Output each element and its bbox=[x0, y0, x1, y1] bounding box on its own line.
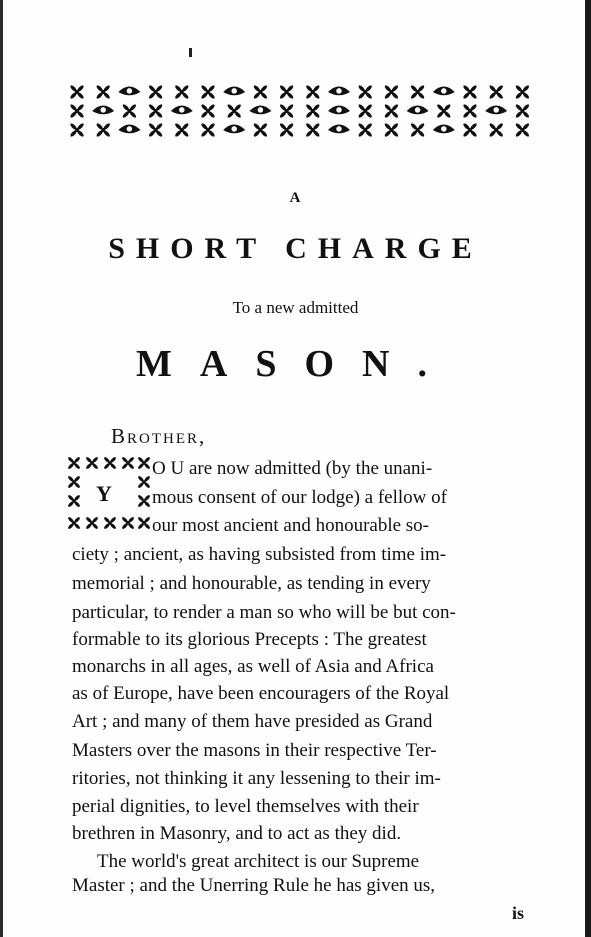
drop-cap-frame bbox=[66, 455, 150, 533]
printer-mark bbox=[189, 48, 192, 57]
page-title: SHORT CHARGE bbox=[108, 232, 483, 265]
text-line-16: Master ; and the Unerring Rule he has given us, bbox=[72, 875, 436, 896]
text-line-2: mous consent of our lodge) a fellow of bbox=[152, 487, 447, 508]
text-line-6: particular, to render a man so who will be but con- bbox=[72, 602, 456, 623]
text-line-3: our most ancient and honourable so- bbox=[152, 515, 430, 536]
text-line-8: monarchs in all ages, as well of Asia and Africa bbox=[72, 656, 434, 677]
text-line-13: perial dignities, to level themselves with their bbox=[72, 796, 419, 817]
text-line-15: The world's great architect is our Supreme bbox=[97, 851, 420, 872]
text-line-14: brethren in Masonry, and to act as they did. bbox=[72, 823, 402, 844]
text-line-7: formable to its glorious Precepts : The greatest bbox=[72, 629, 427, 650]
page-subtitle: To a new admitted bbox=[232, 298, 359, 317]
heading-article: A bbox=[289, 190, 302, 206]
headpiece-ornament bbox=[64, 82, 536, 140]
drop-cap-letter: Y bbox=[96, 481, 112, 506]
salutation: Brother, bbox=[111, 424, 207, 448]
text-line-1: O U are now admitted (by the unani- bbox=[152, 458, 433, 479]
page-edge-right bbox=[585, 0, 591, 937]
text-line-4: ciety ; ancient, as having subsisted from time im- bbox=[72, 544, 447, 565]
catchword: is bbox=[512, 903, 525, 923]
text-line-5: memorial ; and honourable, as tending in every bbox=[72, 573, 431, 594]
text-line-11: Masters over the masons in their respective Ter- bbox=[72, 740, 437, 761]
text-line-12: ritories, not thinking it any lessening to their im- bbox=[72, 768, 441, 789]
text-line-9: as of Europe, have been encouragers of the Royal bbox=[72, 683, 450, 704]
text-line-10: Art ; and many of them have presided as Grand bbox=[72, 711, 433, 732]
heading-mason: MASON. bbox=[136, 343, 455, 385]
page-edge-left bbox=[0, 0, 3, 937]
